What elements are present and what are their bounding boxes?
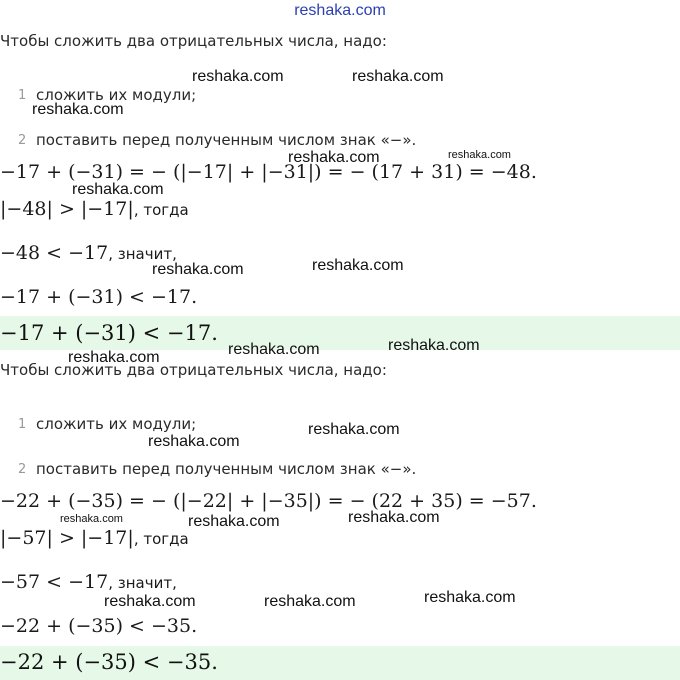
- watermark: reshaka.com: [312, 257, 404, 274]
- watermark: reshaka.com: [308, 421, 400, 438]
- step-text: сложить их модули;: [36, 415, 197, 433]
- step-number: 1: [18, 88, 27, 103]
- watermark: reshaka.com: [388, 337, 480, 354]
- watermark: reshaka.com: [32, 101, 124, 118]
- step-number: 1: [18, 417, 27, 432]
- watermark: reshaka.com: [148, 433, 240, 450]
- watermark: reshaka.com: [448, 149, 511, 161]
- inequality-math: −57 < −17: [0, 571, 109, 593]
- section1-heading: Чтобы сложить два отрицательных числа, надо:: [0, 32, 387, 50]
- site-header-link[interactable]: reshaka.com: [294, 2, 386, 19]
- step-number: 2: [18, 133, 27, 148]
- equation: −17 + (−31) = − (|−17| + |−31|) = − (17 + 31) = −48.: [0, 161, 537, 183]
- watermark: reshaka.com: [152, 261, 244, 278]
- step-text: поставить перед полученным числом знак «−».: [36, 460, 417, 478]
- inequality-text: , значит,: [108, 574, 177, 592]
- watermark: reshaka.com: [72, 181, 164, 198]
- compare-math: |−48| > |−17|: [0, 198, 134, 220]
- equation: −22 + (−35) = − (|−22| + |−35|) = − (22 + 35) = −57.: [0, 490, 537, 512]
- section2-heading: Чтобы сложить два отрицательных числа, надо:: [0, 361, 387, 379]
- watermark: reshaka.com: [348, 509, 440, 526]
- step-number: 2: [18, 462, 27, 477]
- answer-line: −17 + (−31) < −17.: [0, 321, 218, 345]
- watermark: reshaka.com: [188, 513, 280, 530]
- watermark: reshaka.com: [288, 149, 380, 166]
- watermark: reshaka.com: [352, 68, 444, 85]
- step-text: поставить перед полученным числом знак «−».: [36, 131, 417, 149]
- watermark: reshaka.com: [60, 513, 123, 525]
- watermark: reshaka.com: [264, 593, 356, 610]
- answer-line: −22 + (−35) < −35.: [0, 650, 218, 674]
- watermark: reshaka.com: [228, 341, 320, 358]
- inequality-line: [0, 242, 177, 264]
- watermark: reshaka.com: [104, 593, 196, 610]
- watermark: reshaka.com: [68, 349, 160, 366]
- step-text: сложить их модули;: [36, 86, 197, 104]
- compare-line: [0, 198, 189, 220]
- result-line: −17 + (−31) < −17.: [0, 286, 198, 308]
- compare-text: , тогда: [133, 530, 189, 548]
- compare-text: , тогда: [133, 201, 189, 219]
- inequality-line: [0, 571, 177, 593]
- compare-math: |−57| > |−17|: [0, 527, 134, 549]
- compare-line: [0, 527, 189, 549]
- inequality-text: , значит,: [108, 245, 177, 263]
- result-line: −22 + (−35) < −35.: [0, 615, 198, 637]
- watermark: reshaka.com: [192, 68, 284, 85]
- inequality-math: −48 < −17: [0, 242, 109, 264]
- watermark: reshaka.com: [424, 589, 516, 606]
